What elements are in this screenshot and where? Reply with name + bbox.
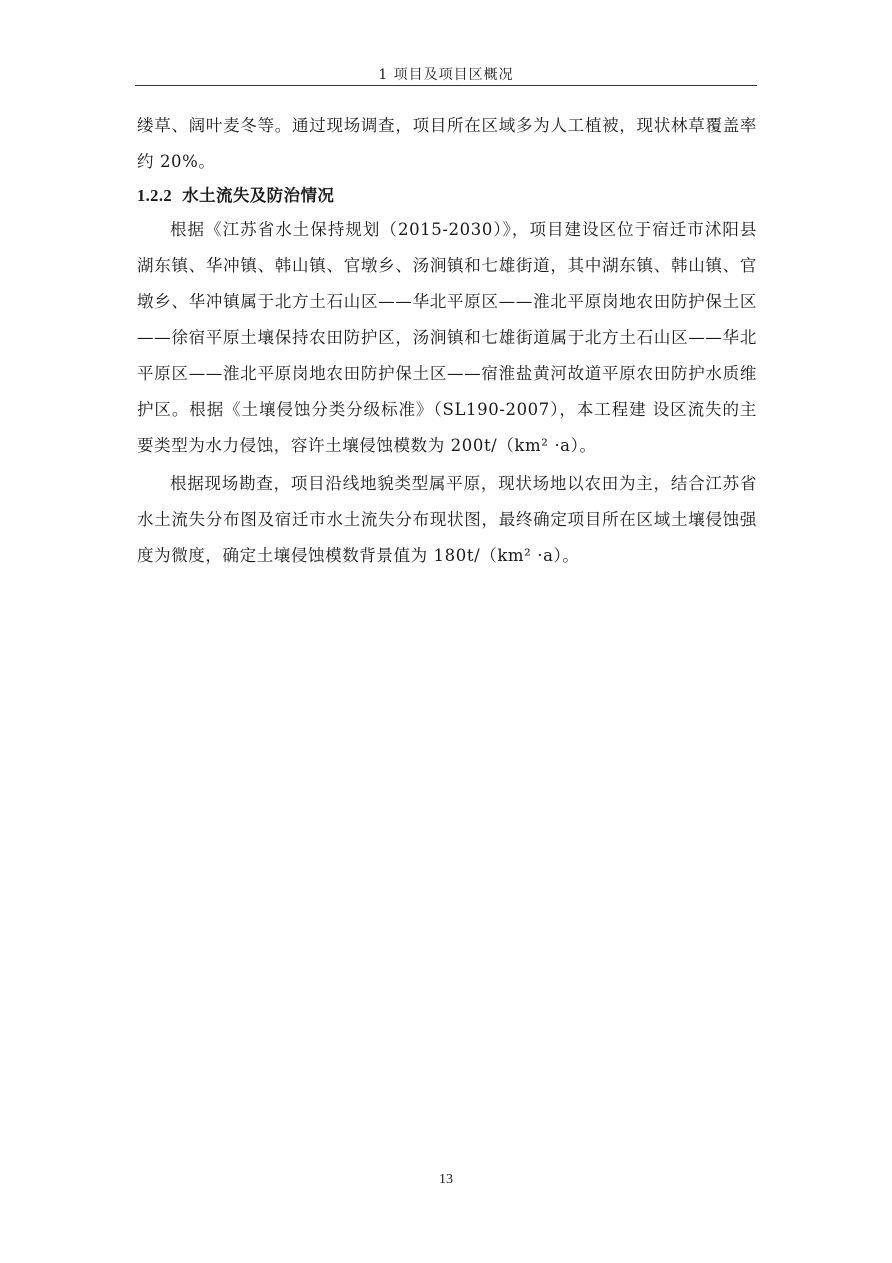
page-body [137, 108, 757, 574]
paragraph-vegetation: 缕草、阔叶麦冬等。通过现场调查，项目所在区域多为人工植被，现状林草覆盖率约 20%。 [137, 116, 757, 171]
header-rule [135, 85, 757, 86]
page-number: 13 [439, 1172, 453, 1187]
paragraph-erosion-background: 根据现场勘查，项目沿线地貌类型属平原，现状场地以农田为主，结合江苏省水土流失分布图及宿迁市水土流失分布现状图，最终确定项目所在区域土壤侵蚀强度为微度，确定土壤侵蚀模数背景值为 180t/（km² ·a）。 [137, 474, 757, 565]
running-header: 1 项目及项目区概况 [378, 67, 514, 83]
section-number: 1.2.2 [137, 186, 172, 205]
section-title: 水土流失及防治情况 [182, 186, 335, 205]
section-heading [137, 180, 757, 212]
paragraph-zoning: 根据《江苏省水土保持规划（2015-2030）》，项目建设区位于宿迁市沭阳县湖东镇、华冲镇、韩山镇、官墩乡、汤涧镇和七雄街道，其中湖东镇、韩山镇、官墩乡、华冲镇属于北方土石山区——华北平原区——淮北平原岗地农田防护保土区——徐宿平原土壤保持农田防护区，汤涧镇和七雄街道属于北方土石山区——华北平原区——淮北平原岗地农田防护保土区——宿淮盐黄河故道平原农田防护水质维护区。根据《土壤侵蚀分类分级标准》（SL190-2007），本工程建 设区流失的主要类型为水力侵蚀，容许土壤侵蚀模数为 200t/（km² ·a）。 [137, 220, 757, 455]
